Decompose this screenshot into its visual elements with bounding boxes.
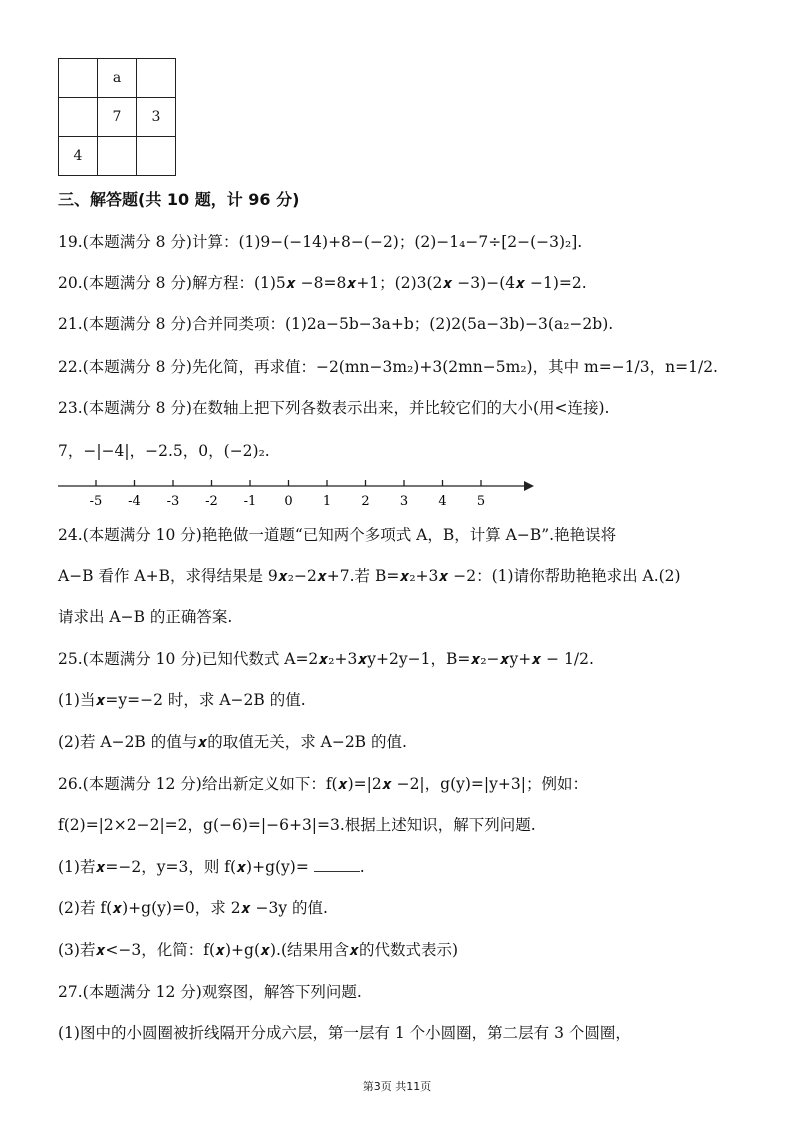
question-19: 19.(本题满分 8 分)计算：(1)9−(−14)+8−(−2)；(2)−1₄−7÷[2−(−3)₂].	[58, 233, 583, 251]
number-line-label: -4	[128, 494, 141, 509]
grid-cell	[59, 98, 98, 137]
question-25-part1: (1)当𝒙=y=−2 时，求 A−2B 的值.	[58, 691, 306, 709]
grid-cell: a	[98, 59, 137, 98]
answer-blank[interactable]	[314, 857, 360, 872]
grid-row	[59, 137, 176, 176]
grid-row	[59, 98, 176, 137]
question-27: 27.(本题满分 12 分)观察图，解答下列问题.	[58, 983, 362, 1001]
question-25: 25.(本题满分 10 分)已知代数式 A=2𝒙₂+3𝒙y+2y−1，B=𝒙₂−𝒙y+𝒙 − 1/2.	[58, 650, 594, 668]
grid-cell: 7	[98, 98, 137, 137]
number-line-label: 2	[361, 494, 370, 509]
number-line-label: -2	[205, 494, 218, 509]
question-20: 20.(本题满分 8 分)解方程：(1)5𝒙 −8=8𝒙+1；(2)3(2𝒙 −3)−(4𝒙 −1)=2.	[58, 274, 587, 292]
page-footer: 第3页 共11页	[362, 1080, 432, 1093]
number-line-label: 0	[284, 494, 293, 509]
question-26-part1-text: (1)若𝒙=−2，y=3，则 f(𝒙)+g(y)=	[58, 858, 309, 876]
number-line-label: -3	[166, 494, 180, 509]
question-26-line1: 26.(本题满分 12 分)给出新定义如下：f(𝒙)=|2𝒙 −2|，g(y)=|y+3|；例如：	[58, 775, 588, 793]
number-line-label: 4	[438, 494, 447, 509]
question-23-numbers: 7，−|−4|，−2.5，0，(−2)₂.	[58, 442, 270, 460]
number-grid	[58, 58, 176, 176]
question-26-part1	[58, 857, 365, 877]
question-26-line2: f(2)=|2×2−2|=2，g(−6)=|−6+3|=3.根据上述知识，解下列问题.	[58, 816, 536, 834]
grid-row	[59, 59, 176, 98]
grid-cell	[98, 137, 137, 176]
question-24-line2: A−B 看作 A+B，求得结果是 9𝒙₂−2𝒙+7.若 B=𝒙₂+3𝒙 −2：(1)请你帮助艳艳求出 A.(2)	[58, 567, 681, 585]
question-27-part1: (1)图中的小圆圈被折线隔开分成六层，第一层有 1 个小圆圈，第二层有 3 个圆圈，	[58, 1024, 631, 1042]
grid-cell: 4	[59, 137, 98, 176]
grid-cell: 3	[137, 98, 176, 137]
question-23: 23.(本题满分 8 分)在数轴上把下列各数表示出来，并比较它们的大小(用<连接).	[58, 399, 610, 417]
question-24-line1: 24.(本题满分 10 分)艳艳做一道题“已知两个多项式 A，B，计算 A−B”.艳艳误将	[58, 526, 617, 544]
grid-cell	[137, 59, 176, 98]
number-line-label: -5	[89, 494, 103, 509]
question-26-part3: (3)若𝒙<−3，化简：f(𝒙)+g(𝒙).(结果用含𝒙的代数式表示)	[58, 941, 459, 959]
grid-cell	[137, 137, 176, 176]
question-24-line3: 请求出 A−B 的正确答案.	[58, 608, 233, 626]
number-line-label: 5	[476, 494, 486, 509]
question-26-part2: (2)若 f(𝒙)+g(y)=0，求 2𝒙 −3y 的值.	[58, 899, 328, 917]
question-21: 21.(本题满分 8 分)合并同类项：(1)2a−5b−3a+b；(2)2(5a−3b)−3(a₂−2b).	[58, 315, 614, 333]
number-line-arrow	[524, 481, 534, 491]
number-line	[58, 472, 538, 512]
question-22: 22.(本题满分 8 分)先化简，再求值：−2(mn−3m₂)+3(2mn−5m₂)，其中 m=−1/3，n=1/2.	[58, 358, 718, 376]
section-title: 三、解答题(共 10 题，计 96 分)	[58, 190, 300, 209]
number-line-label: 1	[322, 494, 332, 509]
grid-cell	[59, 59, 98, 98]
question-25-part2: (2)若 A−2B 的值与𝒙的取值无关，求 A−2B 的值.	[58, 733, 407, 751]
number-line-label: 3	[399, 494, 409, 509]
number-line-label: -1	[243, 494, 257, 509]
question-26-part1-end: .	[359, 858, 365, 876]
